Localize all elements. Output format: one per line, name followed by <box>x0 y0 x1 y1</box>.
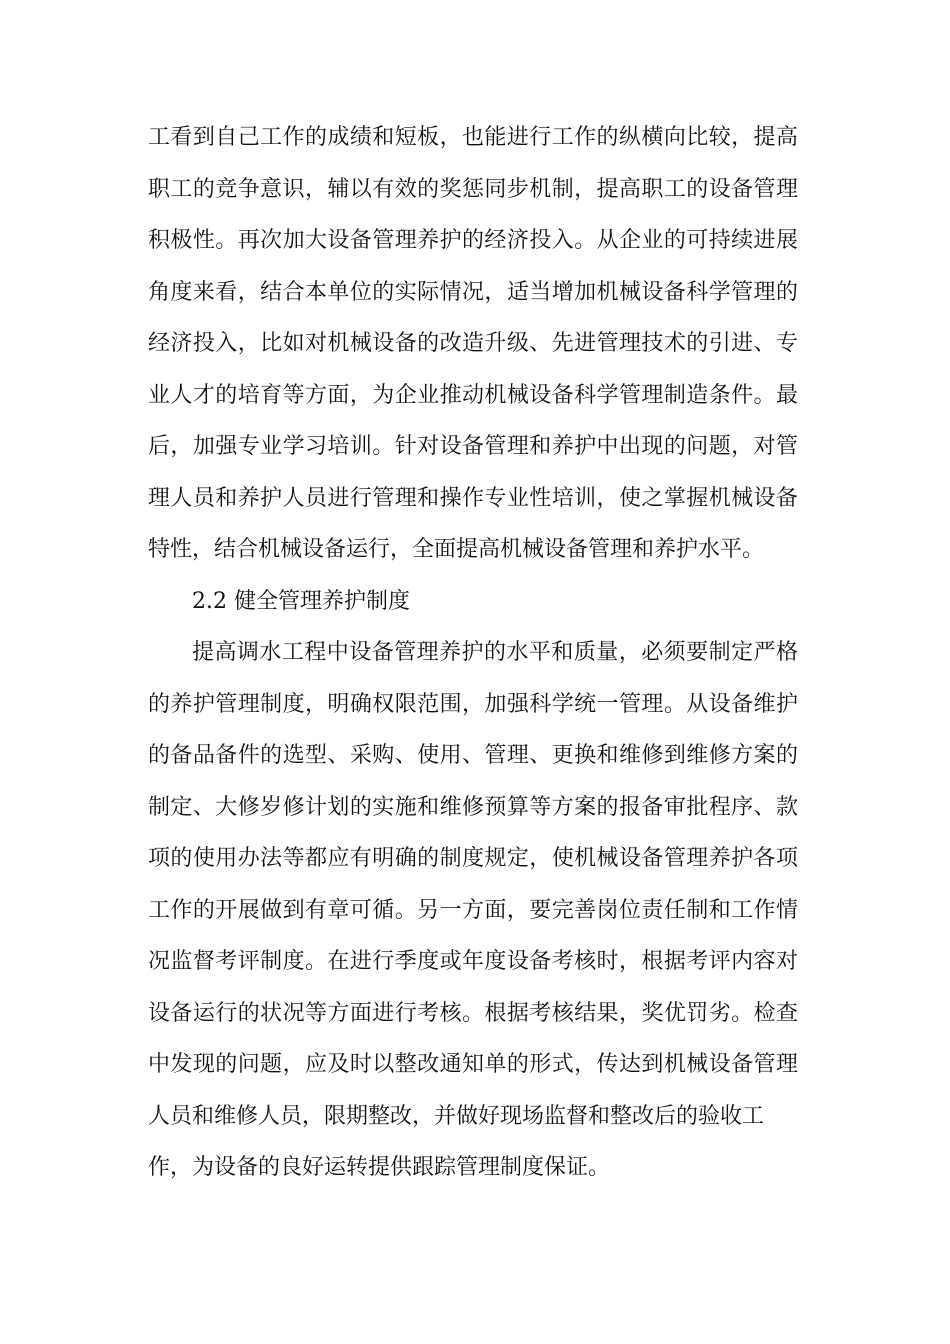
paragraph-line: 经济投入，比如对机械设备的改造升级、先进管理技术的引进、专 <box>148 331 798 356</box>
paragraph-line: 理人员和养护人员进行管理和操作专业性培训，使之掌握机械设备 <box>148 485 798 511</box>
paragraph-line: 的备品备件的选型、采购、使用、管理、更换和维修到维修方案的 <box>148 743 798 768</box>
paragraph-line: 特性，结合机械设备运行，全面提高机械设备管理和养护水平。 <box>148 537 765 562</box>
section-heading: 2.2 健全管理养护制度 <box>192 588 410 614</box>
paragraph-line: 的养护管理制度，明确权限范围，加强科学统一管理。从设备维护 <box>148 691 798 717</box>
paragraph-line: 角度来看，结合本单位的实际情况，适当增加机械设备科学管理的 <box>148 279 798 305</box>
paragraph-line: 职工的竞争意识，辅以有效的奖惩同步机制，提高职工的设备管理 <box>148 176 798 202</box>
paragraph-line: 制定、大修岁修计划的实施和维修预算等方案的报备审批程序、款 <box>148 794 798 820</box>
paragraph-line: 作，为设备的良好运转提供跟踪管理制度保证。 <box>148 1155 611 1180</box>
paragraph-line: 业人才的培育等方面，为企业推动机械设备科学管理制造条件。最 <box>148 382 798 408</box>
paragraph-line: 提高调水工程中设备管理养护的水平和质量，必须要制定严格 <box>192 640 798 665</box>
paragraph-line: 工作的开展做到有章可循。另一方面，要完善岗位责任制和工作情 <box>148 897 798 923</box>
paragraph-line: 项的使用办法等都应有明确的制度规定，使机械设备管理养护各项 <box>148 846 798 871</box>
paragraph-line: 况监督考评制度。在进行季度或年度设备考核时，根据考评内容对 <box>148 949 798 974</box>
document-body <box>148 112 798 1194</box>
paragraph-line: 人员和维修人员，限期整改，并做好现场监督和整改后的验收工 <box>148 1103 765 1129</box>
paragraph-line: 中发现的问题，应及时以整改通知单的形式，传达到机械设备管理 <box>148 1052 798 1077</box>
paragraph-line: 积极性。再次加大设备管理养护的经济投入。从企业的可持续进展 <box>148 228 798 253</box>
paragraph-line: 设备运行的状况等方面进行考核。根据考核结果，奖优罚劣。检查 <box>148 1000 798 1026</box>
paragraph-line: 工看到自己工作的成绩和短板，也能进行工作的纵横向比较，提高 <box>148 125 798 150</box>
paragraph-line: 后，加强专业学习培训。针对设备管理和养护中出现的问题，对管 <box>148 434 798 459</box>
